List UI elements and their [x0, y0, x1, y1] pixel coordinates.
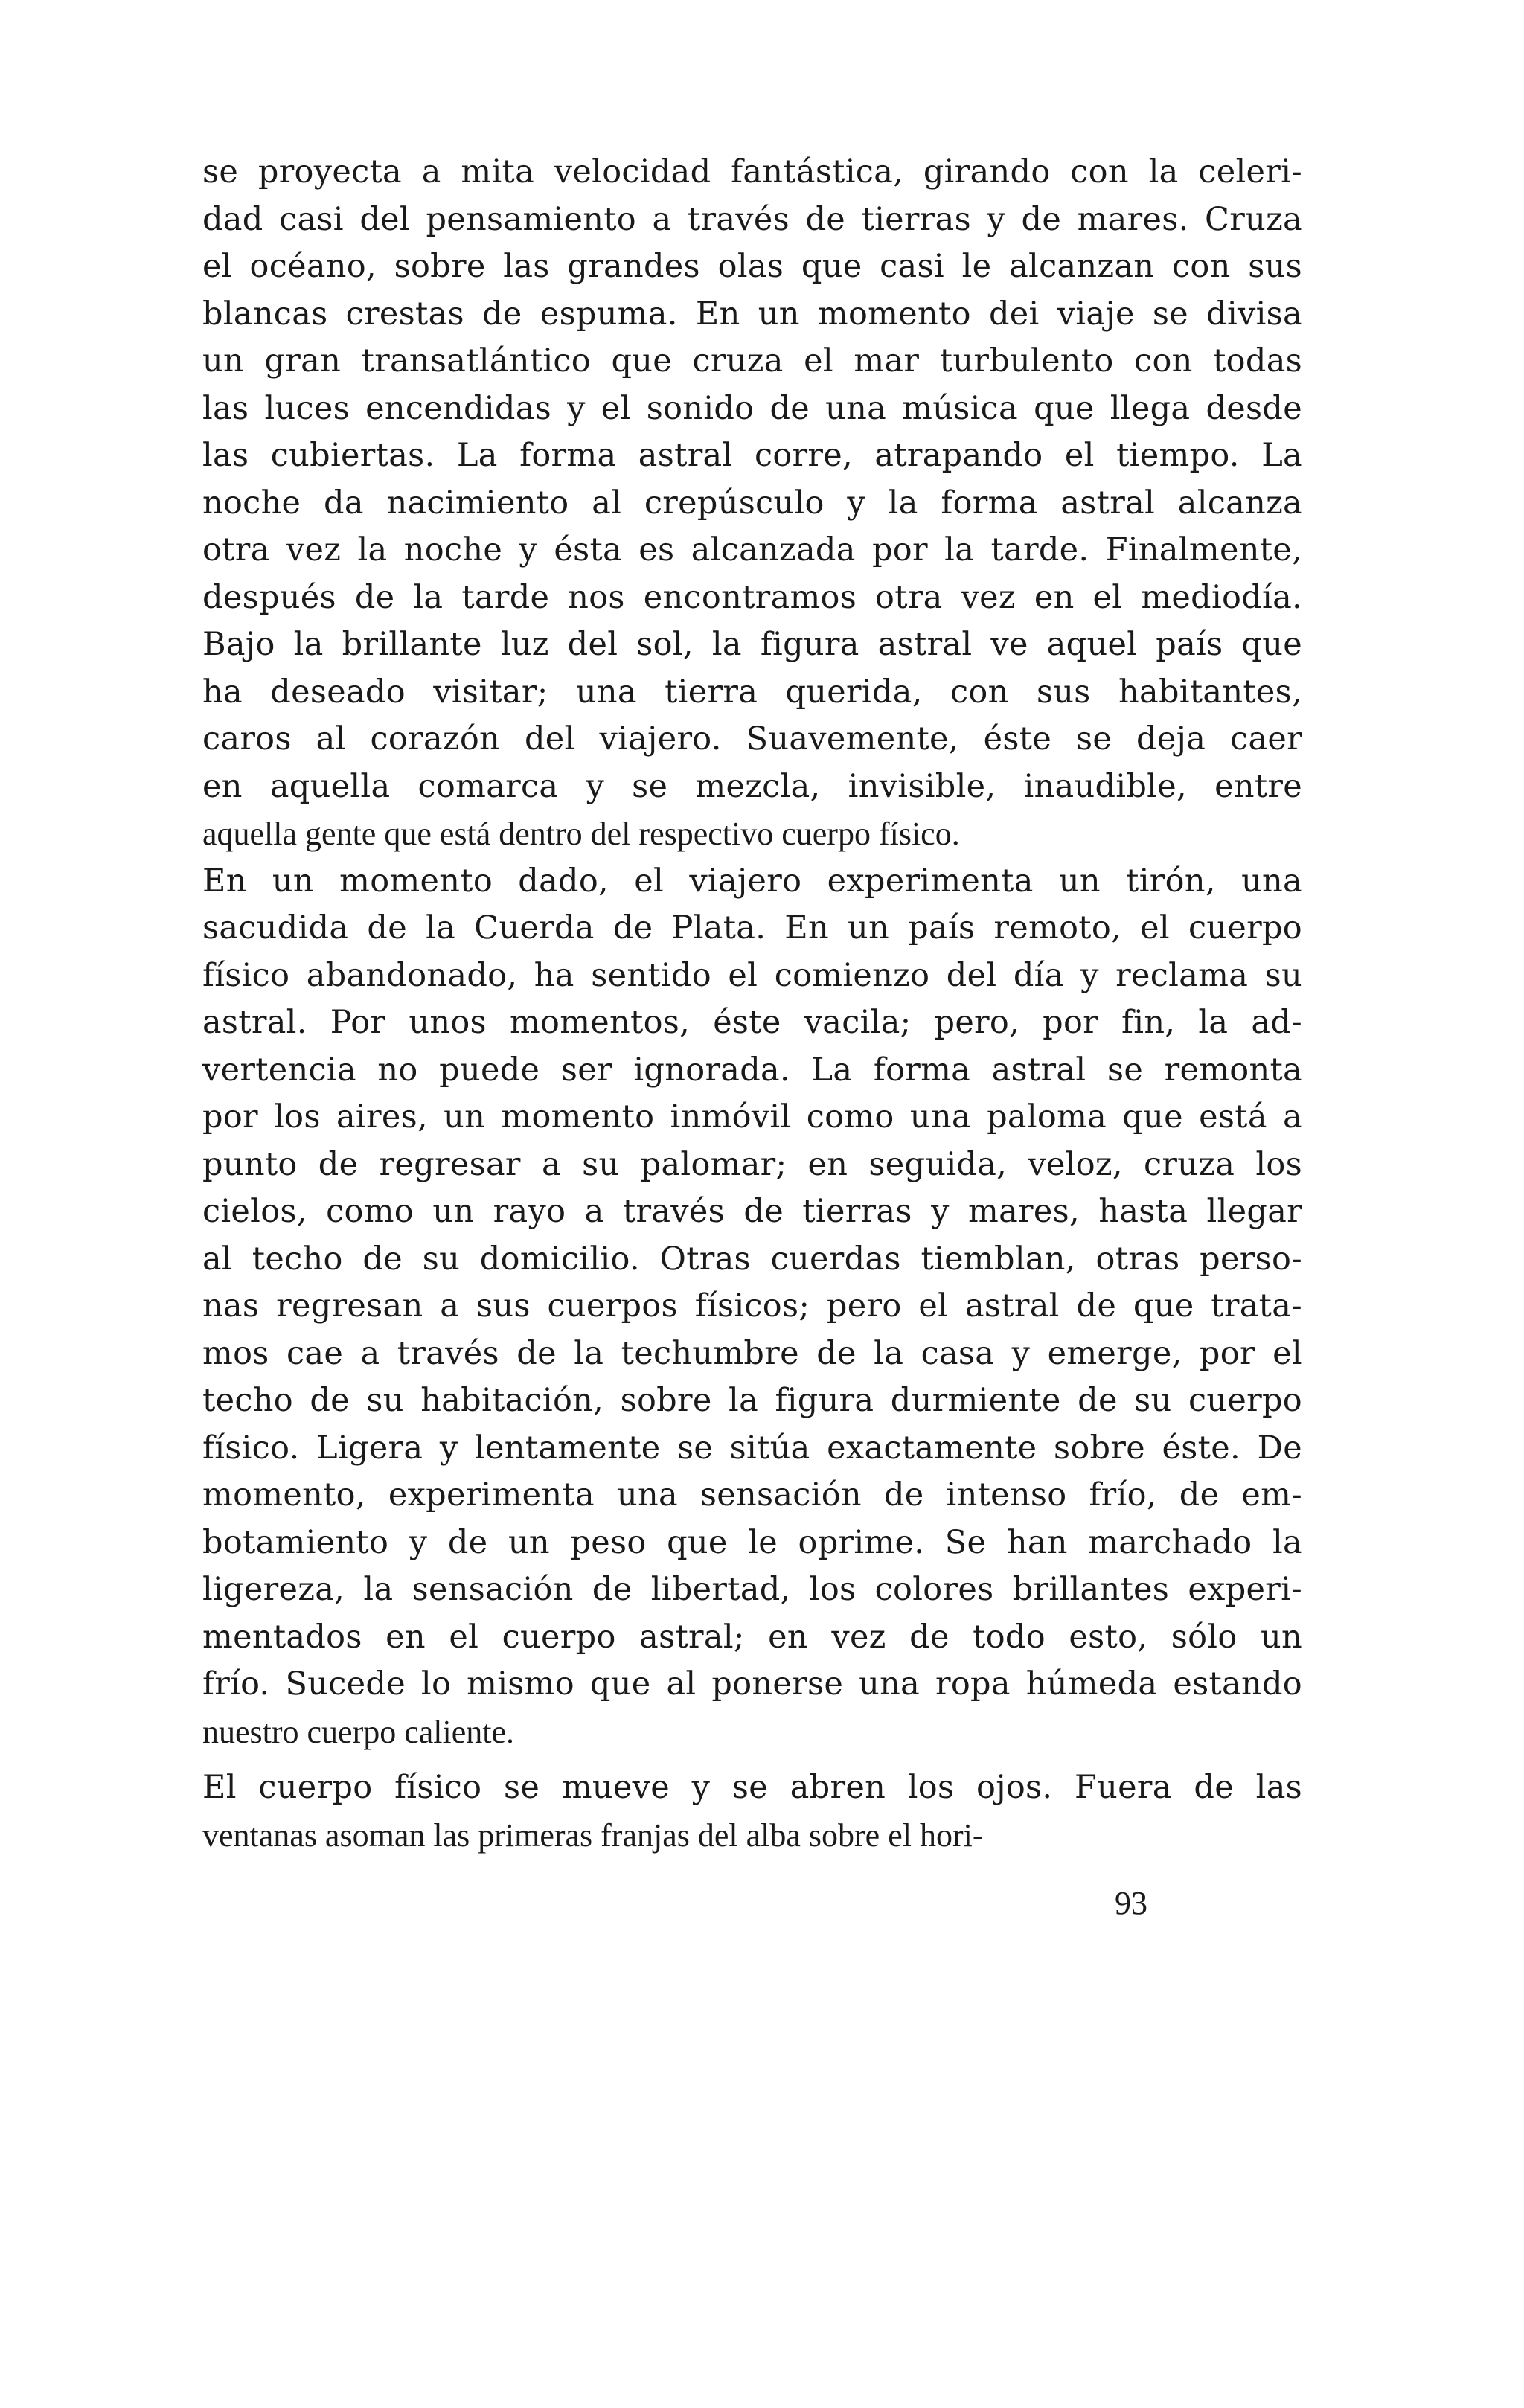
text-line: se proyecta a mita velocidad fantástica, girando con la celeri-	[202, 153, 1302, 190]
text-line: El cuerpo físico se mueve y se abren los ojos. Fuera de las	[202, 1769, 1302, 1806]
text-line: vertencia no puede ser ignorada. La forma astral se remonta	[202, 1051, 1302, 1089]
text-line: dad casi del pensamiento a través de tierras y de mares. Cruza	[202, 200, 1302, 238]
text-line: Bajo la brillante luz del sol, la figura astral ve aquel país que	[202, 626, 1302, 663]
text-line: después de la tarde nos encontramos otra vez en el mediodía.	[202, 578, 1302, 616]
text-line: las cubiertas. La forma astral corre, atrapando el tiempo. La	[202, 437, 1302, 474]
text-line: por los aires, un momento inmóvil como una paloma que está a	[202, 1098, 1302, 1136]
text-line: ha deseado visitar; una tierra querida, con sus habitantes,	[202, 673, 1302, 711]
text-line: aquella gente que está dentro del respectivo cuerpo físico.	[202, 816, 960, 852]
text-line: un gran transatlántico que cruza el mar turbulento con todas	[202, 342, 1302, 380]
text-line: momento, experimenta una sensación de intenso frío, de em-	[202, 1476, 1302, 1514]
paragraph-1	[202, 149, 1302, 858]
text-line: botamiento y de un peso que le oprime. Se han marchado la	[202, 1523, 1302, 1561]
text-line: otra vez la noche y ésta es alcanzada por la tarde. Finalmente,	[202, 531, 1302, 569]
text-line: cielos, como un rayo a través de tierras y mares, hasta llegar	[202, 1193, 1302, 1230]
text-line: físico abandonado, ha sentido el comienzo del día y reclama su	[202, 956, 1302, 994]
text-line: blancas crestas de espuma. En un momento dei viaje se divisa	[202, 295, 1302, 333]
text-line: En un momento dado, el viajero experimenta un tirón, una	[202, 862, 1302, 900]
paragraph-3	[202, 1764, 1302, 1859]
text-line: astral. Por unos momentos, éste vacila; pero, por fin, la ad-	[202, 1004, 1302, 1041]
text-line: ligereza, la sensación de libertad, los colores brillantes experi-	[202, 1571, 1302, 1608]
page-number: 93	[1115, 1885, 1147, 1921]
text-line: techo de su habitación, sobre la figura durmiente de su cuerpo	[202, 1382, 1302, 1419]
paragraph-spacer	[202, 1755, 1302, 1764]
text-line: mentados en el cuerpo astral; en vez de todo esto, sólo un	[202, 1618, 1302, 1656]
text-line: mos cae a través de la techumbre de la casa y emerge, por el	[202, 1334, 1302, 1372]
text-line: el océano, sobre las grandes olas que casi le alcanzan con sus	[202, 248, 1302, 285]
text-line: al techo de su domicilio. Otras cuerdas tiemblan, otras perso-	[202, 1240, 1302, 1278]
text-line: caros al corazón del viajero. Suavemente, éste se deja caer	[202, 720, 1302, 758]
text-line: nuestro cuerpo caliente.	[202, 1713, 515, 1750]
body-text	[202, 149, 1302, 1859]
text-line: punto de regresar a su palomar; en seguida, veloz, cruza los	[202, 1145, 1302, 1183]
text-line: noche da nacimiento al crepúsculo y la forma astral alcanza	[202, 484, 1302, 522]
text-line: nas regresan a sus cuerpos físicos; pero el astral de que trata-	[202, 1287, 1302, 1325]
text-line: las luces encendidas y el sonido de una música que llega desde	[202, 389, 1302, 427]
text-line: sacudida de la Cuerda de Plata. En un país remoto, el cuerpo	[202, 909, 1302, 947]
text-line: físico. Ligera y lentamente se sitúa exactamente sobre éste. De	[202, 1429, 1302, 1467]
text-line: en aquella comarca y se mezcla, invisible, inaudible, entre	[202, 767, 1302, 805]
paragraph-2	[202, 858, 1302, 1756]
text-line: ventanas asoman las primeras franjas del alba sobre el hori-	[202, 1816, 984, 1854]
text-line: frío. Sucede lo mismo que al ponerse una ropa húmeda estando	[202, 1665, 1302, 1703]
